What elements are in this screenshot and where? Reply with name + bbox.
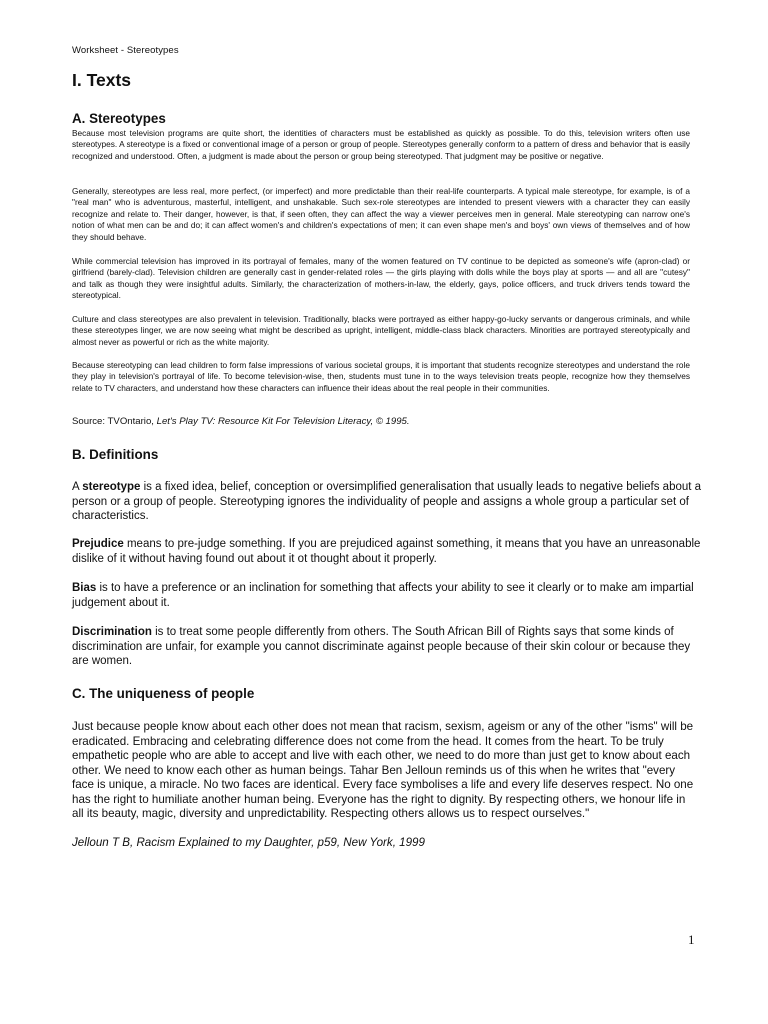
paragraph-2: Generally, stereotypes are less real, more perfect, (or imperfect) and more predictable than their real-life counterparts. A typical male stereotype, for example, is of a "real man" who is adventurous, masterful, intelligent, and unshakable. Such sex-role stereotypes are intended to present viewers with a character they can easily recognize and relate to. Their danger, however, is that, if seen often, they can affect the way a viewer perceives men in general. Male stereotyping can narrow one's notion of what men can be and do; it can affect women's and children's expectations of men; it can even shape men's and boys' own views of themselves and of how they should behave.: [72, 186, 690, 242]
uniqueness-citation: Jelloun T B, Racism Explained to my Daughter, p59, New York, 1999: [72, 836, 425, 849]
source-prefix: Source: TVOntario,: [72, 416, 157, 427]
page-number: 1: [688, 932, 695, 947]
source-suffix: , © 1995.: [370, 416, 410, 427]
definition-discrimination-text: is to treat some people differently from others. The South African Bill of Rights says that some kinds of discrimination are unfair, for example you cannot discriminate against people because of their skin colour or because they are women.: [72, 626, 691, 668]
definition-bias-term: Bias: [72, 582, 97, 594]
heading-stereotypes: A. Stereotypes: [72, 111, 166, 126]
definition-stereotype-text: is a fixed idea, belief, conception or oversimplified generalisation that usually leads to negative beliefs about a person or a group of people. Stereotyping ignores the individuality of people and assigns a whole group a particular set of characteristics.: [72, 481, 702, 523]
definition-stereotype: [72, 480, 702, 524]
definition-bias-text: is to have a preference or an inclination for something that affects your ability to see it clearly or to make am impartial judgement about it.: [72, 582, 694, 609]
definition-stereotype-pre: A: [72, 481, 83, 493]
source-citation: [72, 416, 410, 427]
paragraph-4: Culture and class stereotypes are also prevalent in television. Traditionally, blacks were portrayed as either happy-go-lucky servants or dangerous criminals, and while these stereotypes linger, we are now seeing what might be described as upright, intelligent, middle-class black characters. Minorities are portrayed stereotypically and almost never as powerful or rich as the white majority.: [72, 314, 690, 347]
definition-stereotype-term: stereotype: [82, 481, 141, 493]
source-title: Let's Play TV: Resource Kit For Television Literacy: [156, 416, 371, 427]
definition-discrimination: [72, 625, 702, 669]
paragraph-3: While commercial television has improved in its portrayal of females, many of the women featured on TV continue to be depicted as someone's wife (apron-clad) or girlfriend (barely-clad). Television children are generally cast in gender-related roles — the girls playing with dolls while the boys play at sports — and all are "cutesy" and talk as though they were insightful adults. Similarly, the characterization of mothers-in-law, the elderly, gays, police officers, and truck drivers tends toward the stereotypical.: [72, 256, 690, 301]
paragraph-1: Because most television programs are quite short, the identities of characters must be established as quickly as possible. To do this, television writers often use stereotypes. A stereotype is a fixed or conventional image of a person or group of people. Stereotypes generally conform to a pattern of dress and behavior that is easily recognized and understood. Often, a judgment is made about the person or group being stereotyped. That judgment may be positive or negative.: [72, 128, 690, 161]
heading-uniqueness: C. The uniqueness of people: [72, 686, 255, 701]
definition-bias: [72, 581, 702, 610]
heading-definitions: B. Definitions: [72, 447, 159, 462]
definition-prejudice-text: means to pre-judge something. If you are prejudiced against something, it means that you have an unreasonable dislike of it without having found out about it ot thought about it properly.: [72, 538, 701, 565]
definition-prejudice-term: Prejudice: [72, 538, 124, 550]
uniqueness-paragraph: Just because people know about each other does not mean that racism, sexism, ageism or any of the other "isms" will be eradicated. Embracing and celebrating difference does not come from the head. It comes from the heart. To be truly empathetic people who are able to accept and live with each other, we need to do more than just get to know about each other. We need to know each other as human beings. Tahar Ben Jelloun reminds us of this when he writes that "every face is unique, a miracle. No two faces are identical. Every face symbolises a life and every life deserves respect. No one has the right to humiliate another human being. Everyone has the right to dignity. By respecting others, we honour life in all its beauty, magic, diversity and unpredictability. Respecting others allows us to respect ourselves.": [72, 720, 694, 820]
running-header: Worksheet - Stereotypes: [72, 45, 179, 56]
paragraph-5: Because stereotyping can lead children to form false impressions of various societal groups, it is important that students recognize stereotypes and understand the role they play in television's portrayal of life. To become television-wise, then, students must tune in to the ways television treats people, recognize how they themselves relate to TV characters, and understand how these characters can influence their ideas about the real people in their communities.: [72, 360, 690, 393]
definition-prejudice: [72, 537, 702, 566]
definition-discrimination-term: Discrimination: [72, 626, 152, 638]
section-title: I. Texts: [72, 70, 132, 90]
